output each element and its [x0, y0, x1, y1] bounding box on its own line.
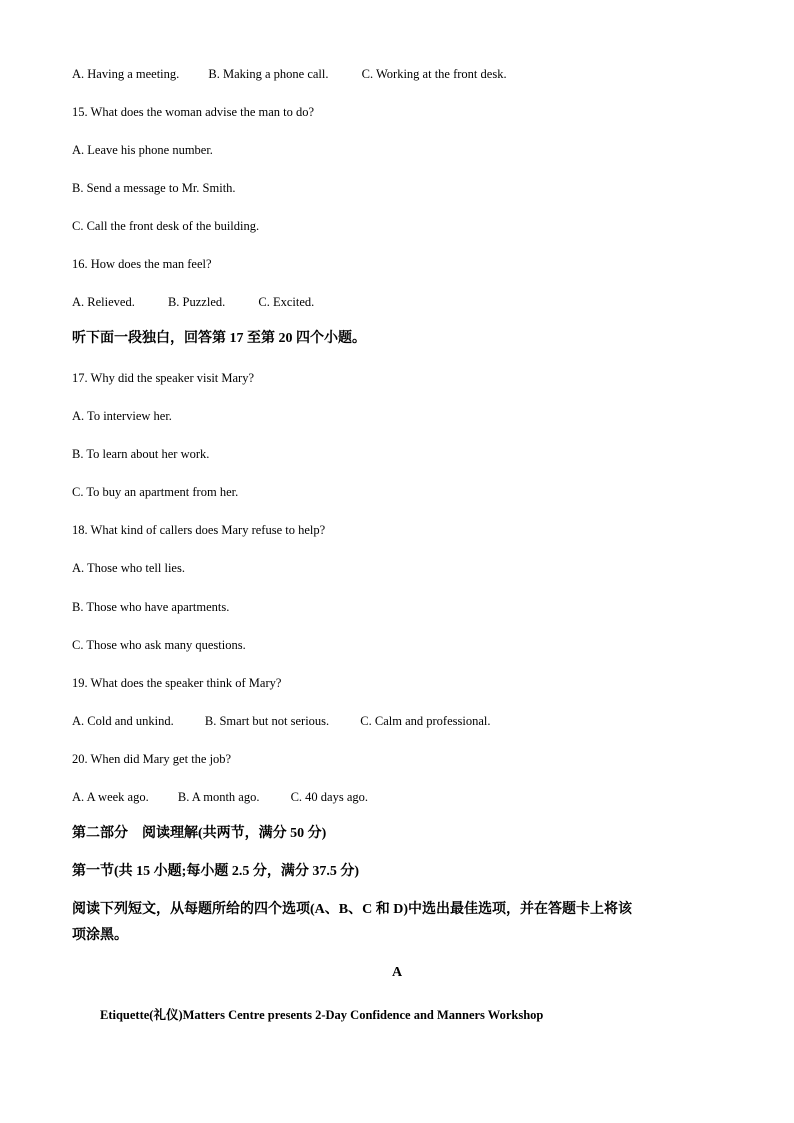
question-20: 20. When did Mary get the job?	[72, 752, 232, 766]
line-q16-options	[72, 294, 314, 310]
option-c: C. Working at the front desk.	[361, 67, 507, 81]
option-a: A. Cold and unkind.	[72, 714, 174, 728]
option-a: A. Relieved.	[72, 295, 135, 309]
question-19: 19. What does the speaker think of Mary?	[72, 676, 282, 690]
passage-title: Etiquette(礼仪)Matters Centre presents 2-Day Confidence and Manners Workshop	[100, 1008, 544, 1022]
q17-option-a: A. To interview her.	[72, 409, 172, 423]
q15-option-b: B. Send a message to Mr. Smith.	[72, 181, 236, 195]
reading-instruction-line-1: 阅读下列短文，从每题所给的四个选项(A、B、C 和 D)中选出最佳选项，并在答题卡上将该	[72, 902, 632, 917]
q18-option-a: A. Those who tell lies.	[72, 561, 185, 575]
passage-label: A	[391, 965, 403, 980]
line-q19-options	[72, 713, 491, 729]
q15-option-a: A. Leave his phone number.	[72, 143, 213, 157]
option-b: B. Smart but not serious.	[204, 714, 330, 728]
option-a: A. Having a meeting.	[72, 67, 180, 81]
q18-option-c: C. Those who ask many questions.	[72, 638, 246, 652]
q17-option-b: B. To learn about her work.	[72, 447, 210, 461]
section-one-heading: 第一节(共 15 小题;每小题 2.5 分，满分 37.5 分)	[72, 864, 359, 879]
option-b: B. Puzzled.	[167, 295, 226, 309]
q18-option-b: B. Those who have apartments.	[72, 600, 230, 614]
option-b: B. Making a phone call.	[208, 67, 329, 81]
option-b: B. A month ago.	[177, 790, 260, 804]
option-c: C. 40 days ago.	[290, 790, 369, 804]
option-c: C. Calm and professional.	[360, 714, 491, 728]
reading-instruction-line-2: 项涂黑。	[72, 928, 128, 943]
question-16: 16. How does the man feel?	[72, 257, 212, 271]
question-15: 15. What does the woman advise the man to do?	[72, 105, 315, 119]
option-a: A. A week ago.	[72, 790, 149, 804]
line-q14-options	[72, 66, 507, 82]
q17-option-c: C. To buy an apartment from her.	[72, 485, 239, 499]
option-c: C. Excited.	[258, 295, 315, 309]
question-17: 17. Why did the speaker visit Mary?	[72, 371, 255, 385]
section-instruction-monologue: 听下面一段独白，回答第 17 至第 20 四个小题。	[72, 331, 366, 346]
question-18: 18. What kind of callers does Mary refuse to help?	[72, 523, 326, 537]
part-two-heading: 第二部分 阅读理解(共两节，满分 50 分)	[72, 826, 327, 841]
q15-option-c: C. Call the front desk of the building.	[72, 219, 260, 233]
line-q20-options	[72, 789, 368, 805]
